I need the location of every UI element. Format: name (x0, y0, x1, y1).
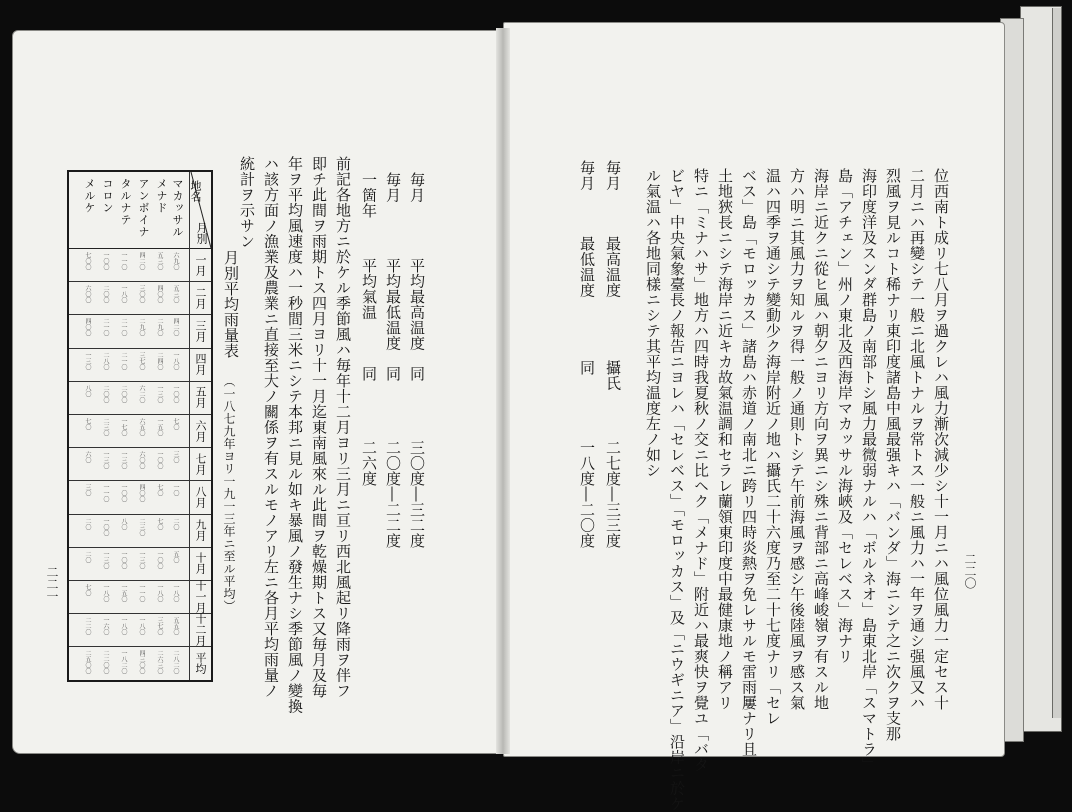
table-cell: 一六〇 (102, 617, 109, 636)
month-label: 四月 (194, 353, 207, 376)
table-cell: 二一〇 (120, 351, 127, 370)
table-cell: 五〇 (172, 550, 179, 563)
text-column: 前記各地方ニ於ケル季節風ハ毎年十二月ヨリ三月ニ亘リ西北風起リ降雨ヲ伴フ (334, 156, 352, 699)
month-label: 三月 (194, 319, 207, 342)
temp-row-label: 一箇年 (360, 172, 378, 219)
text-column: 土地狹長ニシテ海岸ニ近キカ故氣温調和セラレ蘭領東印度中最健康地ノ稱アリ (716, 168, 734, 711)
temp-row-value: 二七度―三三度 (604, 440, 622, 549)
month-label: 九月 (194, 519, 207, 542)
table-cell: 二五〇〇 (84, 650, 91, 675)
table-cell: 一〇〇 (102, 252, 109, 270)
month-label: 七月 (194, 452, 207, 475)
table-cell: 六〇 (84, 451, 91, 464)
place-name: コロン (101, 178, 114, 214)
table-cell: 八〇 (120, 517, 127, 530)
table-cell: 四〇〇 (138, 484, 145, 503)
month-label: 六月 (194, 419, 207, 442)
table-cell: 三七〇 (138, 351, 145, 370)
table-cell: 二〇 (172, 517, 179, 530)
temp-row-item: 平均氣温 (360, 258, 378, 320)
text-column: ハ該方面ノ漁業及農業ニ直接至大ノ關係ヲ有スルモノアリ左ニ各月平均雨量ノ (262, 156, 280, 699)
table-cell: 三〇〇 (138, 285, 145, 304)
table-cell: 二九〇 (138, 318, 145, 337)
table-cell: 一〇 (172, 484, 179, 497)
temp-row-unit: 攝氏 (604, 360, 622, 391)
header-months: 月別 (195, 222, 208, 244)
table-cell: 一八〇 (138, 617, 145, 636)
month-label: 十月 (194, 552, 207, 575)
table-cell: 一八〇 (120, 285, 127, 304)
table-cell: 五五〇 (172, 617, 179, 636)
month-label: 五月 (194, 386, 207, 409)
table-cell: 三〇 (84, 484, 91, 497)
text-column: ビヤ」中央氣象臺長ノ報告ニヨレハ「セレベス」「モロッカス」及「ニウギニア」沿岸ニ於ケ (668, 168, 686, 812)
table-cell: 一八〇 (156, 584, 163, 602)
text-column: 海岸ニ近クニ從ヒ風ハ朝夕ニヨリ方向ヲ異ニシ殊ニ背部ニ高峰峻嶺ヲ有スル地 (812, 168, 830, 711)
page-number-left: 二二一 (45, 566, 59, 602)
table-cell: 二〇 (84, 550, 91, 563)
table-cell: 一一〇 (102, 484, 109, 503)
temp-row-label: 毎月 (384, 172, 402, 203)
table-cell: 四二〇 (138, 252, 145, 270)
table-cell: 二三〇 (102, 418, 109, 436)
text-column: 方ハ明ニ其風力ヲ知ルヲ得一般ノ通則トシテ午前海風ヲ感シ午後陸風ヲ感ス氣 (788, 168, 806, 711)
table-cell: 一八〇 (120, 617, 127, 636)
table-cell: 二〇〇 (120, 384, 127, 403)
table-cell: 五三〇 (172, 285, 179, 304)
table-note: （一八七九年ヨリ一九一三年ニ至ル平均） (222, 375, 236, 613)
table-cell: 七〇 (84, 418, 91, 430)
text-column: 位西南ト成リ七八月ヲ過クレハ風力漸次減少シ十一月ニハ風位風力一定セス十 (932, 168, 950, 711)
table-cell: 一一〇 (120, 252, 127, 270)
temp-row-value: 二〇度―二二度 (384, 440, 402, 549)
table-cell: 五三〇 (156, 252, 163, 270)
table-cell: 四〇〇 (156, 285, 163, 304)
table-cell: 一三〇 (102, 451, 109, 470)
table-cell: 一三〇 (84, 351, 91, 370)
place-name: タルナテ (119, 178, 132, 226)
temp-row-value: 一八度―二〇度 (578, 440, 596, 549)
table-cell: 八〇 (84, 384, 91, 397)
temp-row-item: 最高温度 (604, 236, 622, 298)
temp-row-item: 最低温度 (578, 236, 596, 298)
table-cell: 六〇〇 (84, 285, 91, 304)
month-label: 八月 (194, 485, 207, 508)
temp-row-unit: 同 (408, 366, 426, 382)
table-cell: 二一〇 (102, 318, 109, 337)
table-cell: 二〇 (84, 517, 91, 530)
temp-row-label: 毎月 (604, 160, 622, 191)
temp-row-unit: 同 (384, 366, 402, 382)
text-column: 二月ニハ再變シテ一般ニ北風トナルヲ常トス一般ニ風力ハ一年ヲ通シ强風又ハ (908, 168, 926, 711)
temp-row-label: 毎月 (408, 172, 426, 203)
table-cell: 六〇〇 (138, 451, 145, 470)
book-gutter (496, 28, 510, 754)
table-cell: 一八〇 (172, 351, 179, 370)
table-cell: 二六三〇 (156, 650, 163, 675)
text-column: 温ハ四季ヲ通シテ變動少ク海岸附近ノ地ハ攝氏二十六度乃至二十七度ナリ「セレ (764, 168, 782, 726)
table-cell: 六九〇 (172, 252, 179, 270)
temp-row-item: 平均最高温度 (408, 258, 426, 351)
table-cell: 一〇〇 (120, 550, 127, 569)
month-label: 一月 (194, 253, 207, 276)
text-column: 海印度洋及スンダ群島ノ南部トシ風力最微弱ナルハ「ボルネオ」島東北岸「スマトラ」 (860, 168, 878, 773)
temp-row-unit: 同 (360, 366, 378, 382)
table-cell: 一三〇 (120, 451, 127, 470)
temp-row-unit: 同 (578, 360, 596, 376)
table-cell: 四〇〇 (84, 318, 91, 337)
table-cell: 一〇〇 (102, 517, 109, 536)
month-label: 平均 (194, 651, 207, 674)
text-column: 島「アチェン」州ノ東北及西海岸マカッサル海峽及「セレベス」海ナリ (836, 168, 854, 664)
table-cell: 三〇 (172, 451, 179, 464)
text-column: 統計ヲ示サン (238, 156, 256, 249)
table-cell: 一〇〇 (120, 484, 127, 503)
temp-row-value: 二六度 (360, 440, 378, 487)
place-name: アンボイナ (137, 178, 150, 238)
header-places: 地名 (189, 180, 202, 202)
table-cell: 七〇 (172, 418, 179, 430)
text-column: 即チ此間ヲ雨期トス四月ヨリ十一月迄東南風來ル此間ヲ乾燥期トス又毎月及毎 (310, 156, 328, 699)
text-column: 年ヲ平均風速度ハ一秒間三米ニシテ本邦ニ見ル如キ暴風ノ發生ナシ季節風ノ變換 (286, 156, 304, 714)
table-cell: 七〇〇 (84, 252, 91, 270)
place-name: メルケ (83, 178, 96, 214)
temp-row-label: 毎月 (578, 160, 596, 191)
table-cell: 一〇〇 (172, 384, 179, 403)
table-cell: 一八〇 (172, 584, 179, 602)
table-cell: 二八〇 (102, 351, 109, 370)
table-cell: 一八〇 (102, 584, 109, 602)
place-name: マカッサル (171, 178, 184, 238)
table-title: 月別平均雨量表 (222, 250, 240, 359)
place-name: メナド (155, 178, 168, 214)
table-cell: 一五〇 (156, 418, 163, 436)
table-cell: 一八二〇 (120, 650, 127, 675)
table-cell: 七〇 (156, 517, 163, 530)
text-column: ル氣温ハ各地同樣ニシテ其平均温度左ノ如シ (644, 168, 662, 478)
page-edge-stack-inner (1052, 8, 1061, 718)
table-cell: 一〇〇 (156, 451, 163, 470)
table-cell: 六二〇 (138, 384, 145, 403)
page-number-right: 二二〇 (963, 553, 977, 589)
table-cell: 三七〇 (156, 617, 163, 636)
text-column: 特ニ「ミナハサ」地方ハ四時我夏秋ノ交ニ比ヘク「メナド」附近ハ最爽快ヲ覺ユ「バタ (692, 168, 710, 773)
text-column: 烈風ヲ見ルコト稀ナリ東印度諸島中風最强キハ「バンダ」海ニシテ之ニ次クヲ支那 (884, 168, 902, 742)
temp-row-value: 三〇度―三二度 (408, 440, 426, 549)
table-cell: 二〇〇 (102, 384, 109, 403)
text-column: ベス」島「モロッカス」諸島ハ赤道ノ南北ニ跨リ四時炎熱ヲ免レサルモ雷雨屢ナリ且 (740, 168, 758, 757)
temp-row-item: 平均最低温度 (384, 258, 402, 351)
month-label: 十一月 (194, 580, 207, 614)
table-cell: 七〇 (156, 484, 163, 497)
table-cell: 一三〇 (138, 550, 145, 569)
table-cell: 一五〇 (120, 584, 127, 602)
rainfall-table (67, 170, 213, 682)
table-cell: 二〇〇 (102, 285, 109, 304)
month-label: 十二月 (194, 613, 207, 647)
table-cell: 二二〇 (84, 617, 91, 636)
table-cell: 一七〇 (120, 418, 127, 436)
table-cell: 二九〇 (156, 318, 163, 337)
table-cell: 二四〇 (156, 351, 163, 370)
table-cell: 一〇〇 (156, 550, 163, 569)
table-cell: 二一〇 (120, 318, 127, 337)
table-cell: 四三〇〇 (138, 650, 145, 675)
month-column-divider (189, 172, 190, 680)
table-cell: 二二〇〇 (102, 650, 109, 675)
table-cell: 二八二〇 (172, 650, 179, 675)
table-cell: 一三〇 (156, 384, 163, 403)
month-label: 二月 (194, 286, 207, 309)
table-cell: 四二〇 (172, 318, 179, 337)
table-cell: 一一〇 (138, 584, 145, 602)
table-cell: 二三〇 (138, 517, 145, 536)
table-cell: 七〇 (84, 584, 91, 596)
table-cell: 六五〇 (138, 418, 145, 436)
table-cell: 一三〇 (102, 550, 109, 569)
